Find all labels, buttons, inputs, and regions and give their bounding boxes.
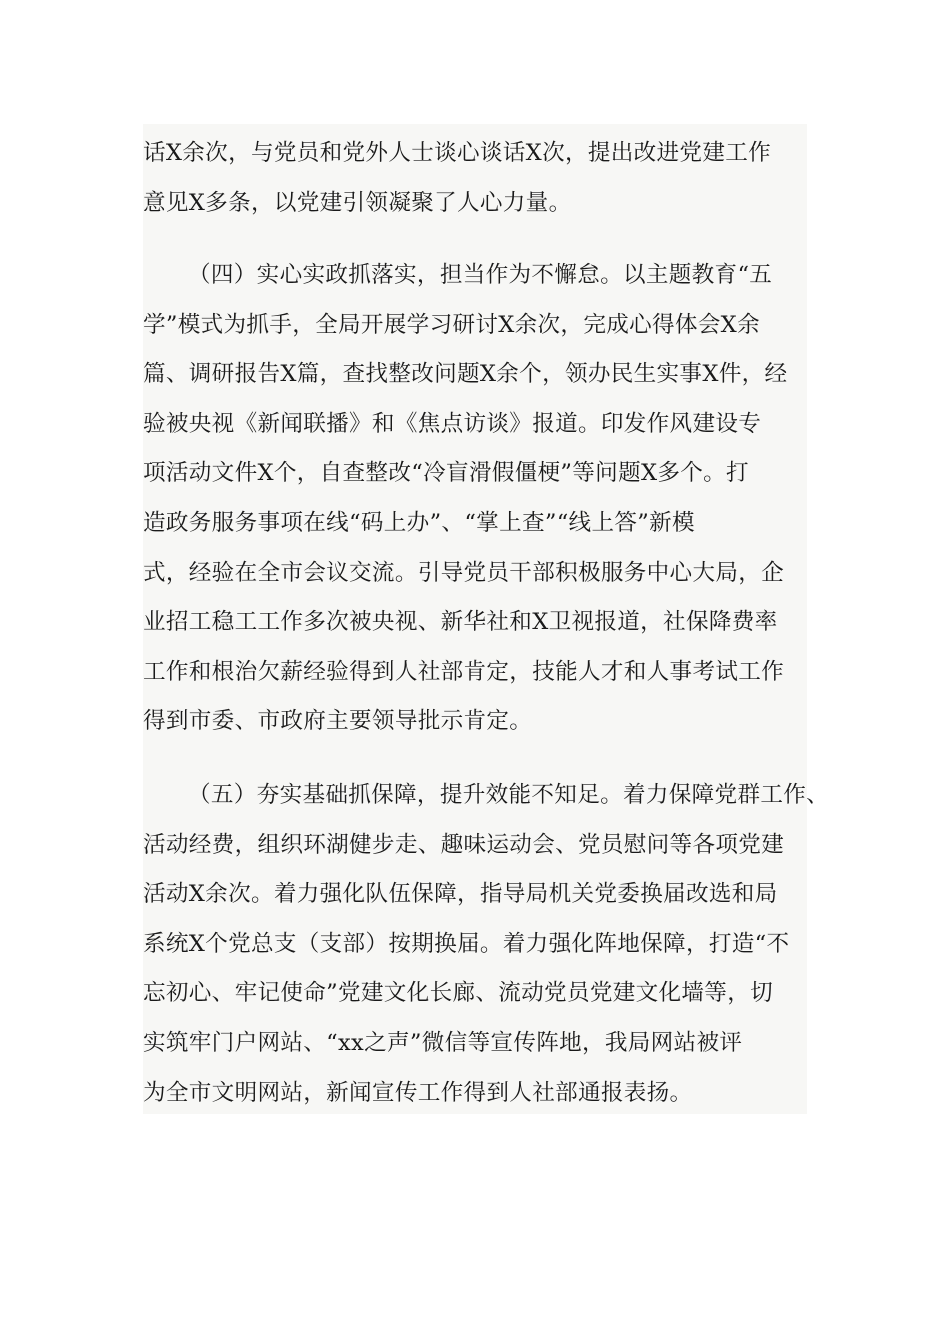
- paragraph-section-5: [143, 771, 843, 1118]
- text-line: 得到市委、市政府主要领导批示肯定。: [143, 708, 533, 735]
- text-line: 学”模式为抓手，全局开展学习研讨Ⅹ余次，完成心得体会Ⅹ余: [143, 311, 760, 338]
- text-line: 为全市文明网站，新闻宣传工作得到人社部通报表扬。: [143, 1079, 693, 1106]
- section-4-heading-line: （四）实心实政抓落实，担当作为不懈怠。以主题教育“五: [188, 262, 773, 288]
- text-line: 活动经费，组织环湖健步走、趣味运动会、党员慰问等各项党建: [143, 831, 785, 858]
- section-5-heading-line: （五）夯实基础抓保障，提升效能不知足。着力保障党群工作、: [188, 782, 830, 808]
- document-text-block: [143, 124, 830, 1114]
- text-line: 式，经验在全市会议交流。引导党员干部积极服务中心大局，企: [143, 559, 785, 586]
- text-line: 实筑牢门户网站、“xx之声”微信等宣传阵地，我局网站被评: [143, 1029, 743, 1056]
- text-line: 意见Ⅹ多条，以党建引领凝聚了人心力量。: [143, 189, 572, 216]
- text-line: 造政务服务事项在线“码上办”、“掌上查”“线上答”新模: [143, 509, 695, 536]
- text-line: 系统Ⅹ个党总支（支部）按期换届。着力强化阵地保障，打造“不: [143, 930, 790, 957]
- text-line: 话Ⅹ余次，与党员和党外人士谈心谈话Ⅹ次，提出改进党建工作: [143, 140, 772, 166]
- text-line: 验被央视《新闻联播》和《焦点访谈》报道。印发作风建设专: [143, 410, 762, 437]
- text-line: 项活动文件Ⅹ个，自查整改“冷盲滑假僵梗”等问题Ⅹ多个。打: [143, 460, 749, 487]
- text-line: 工作和根治欠薪经验得到人社部肯定，技能人才和人事考试工作: [143, 658, 785, 685]
- paragraph-continuation: [143, 129, 843, 228]
- text-line: 篇、调研报告Ⅹ篇，查找整改问题Ⅹ余个，领办民生实事Ⅹ件，经: [143, 361, 788, 388]
- paragraph-section-4: [143, 251, 843, 747]
- text-line: 活动Ⅹ余次。着力强化队伍保障，指导局机关党委换届改选和局: [143, 881, 778, 908]
- text-line: 忘初心、牢记使命”党建文化长廊、流动党员党建文化墙等，切: [143, 980, 773, 1007]
- text-line: 业招工稳工工作多次被央视、新华社和Ⅹ卫视报道，社保降费率: [143, 609, 778, 636]
